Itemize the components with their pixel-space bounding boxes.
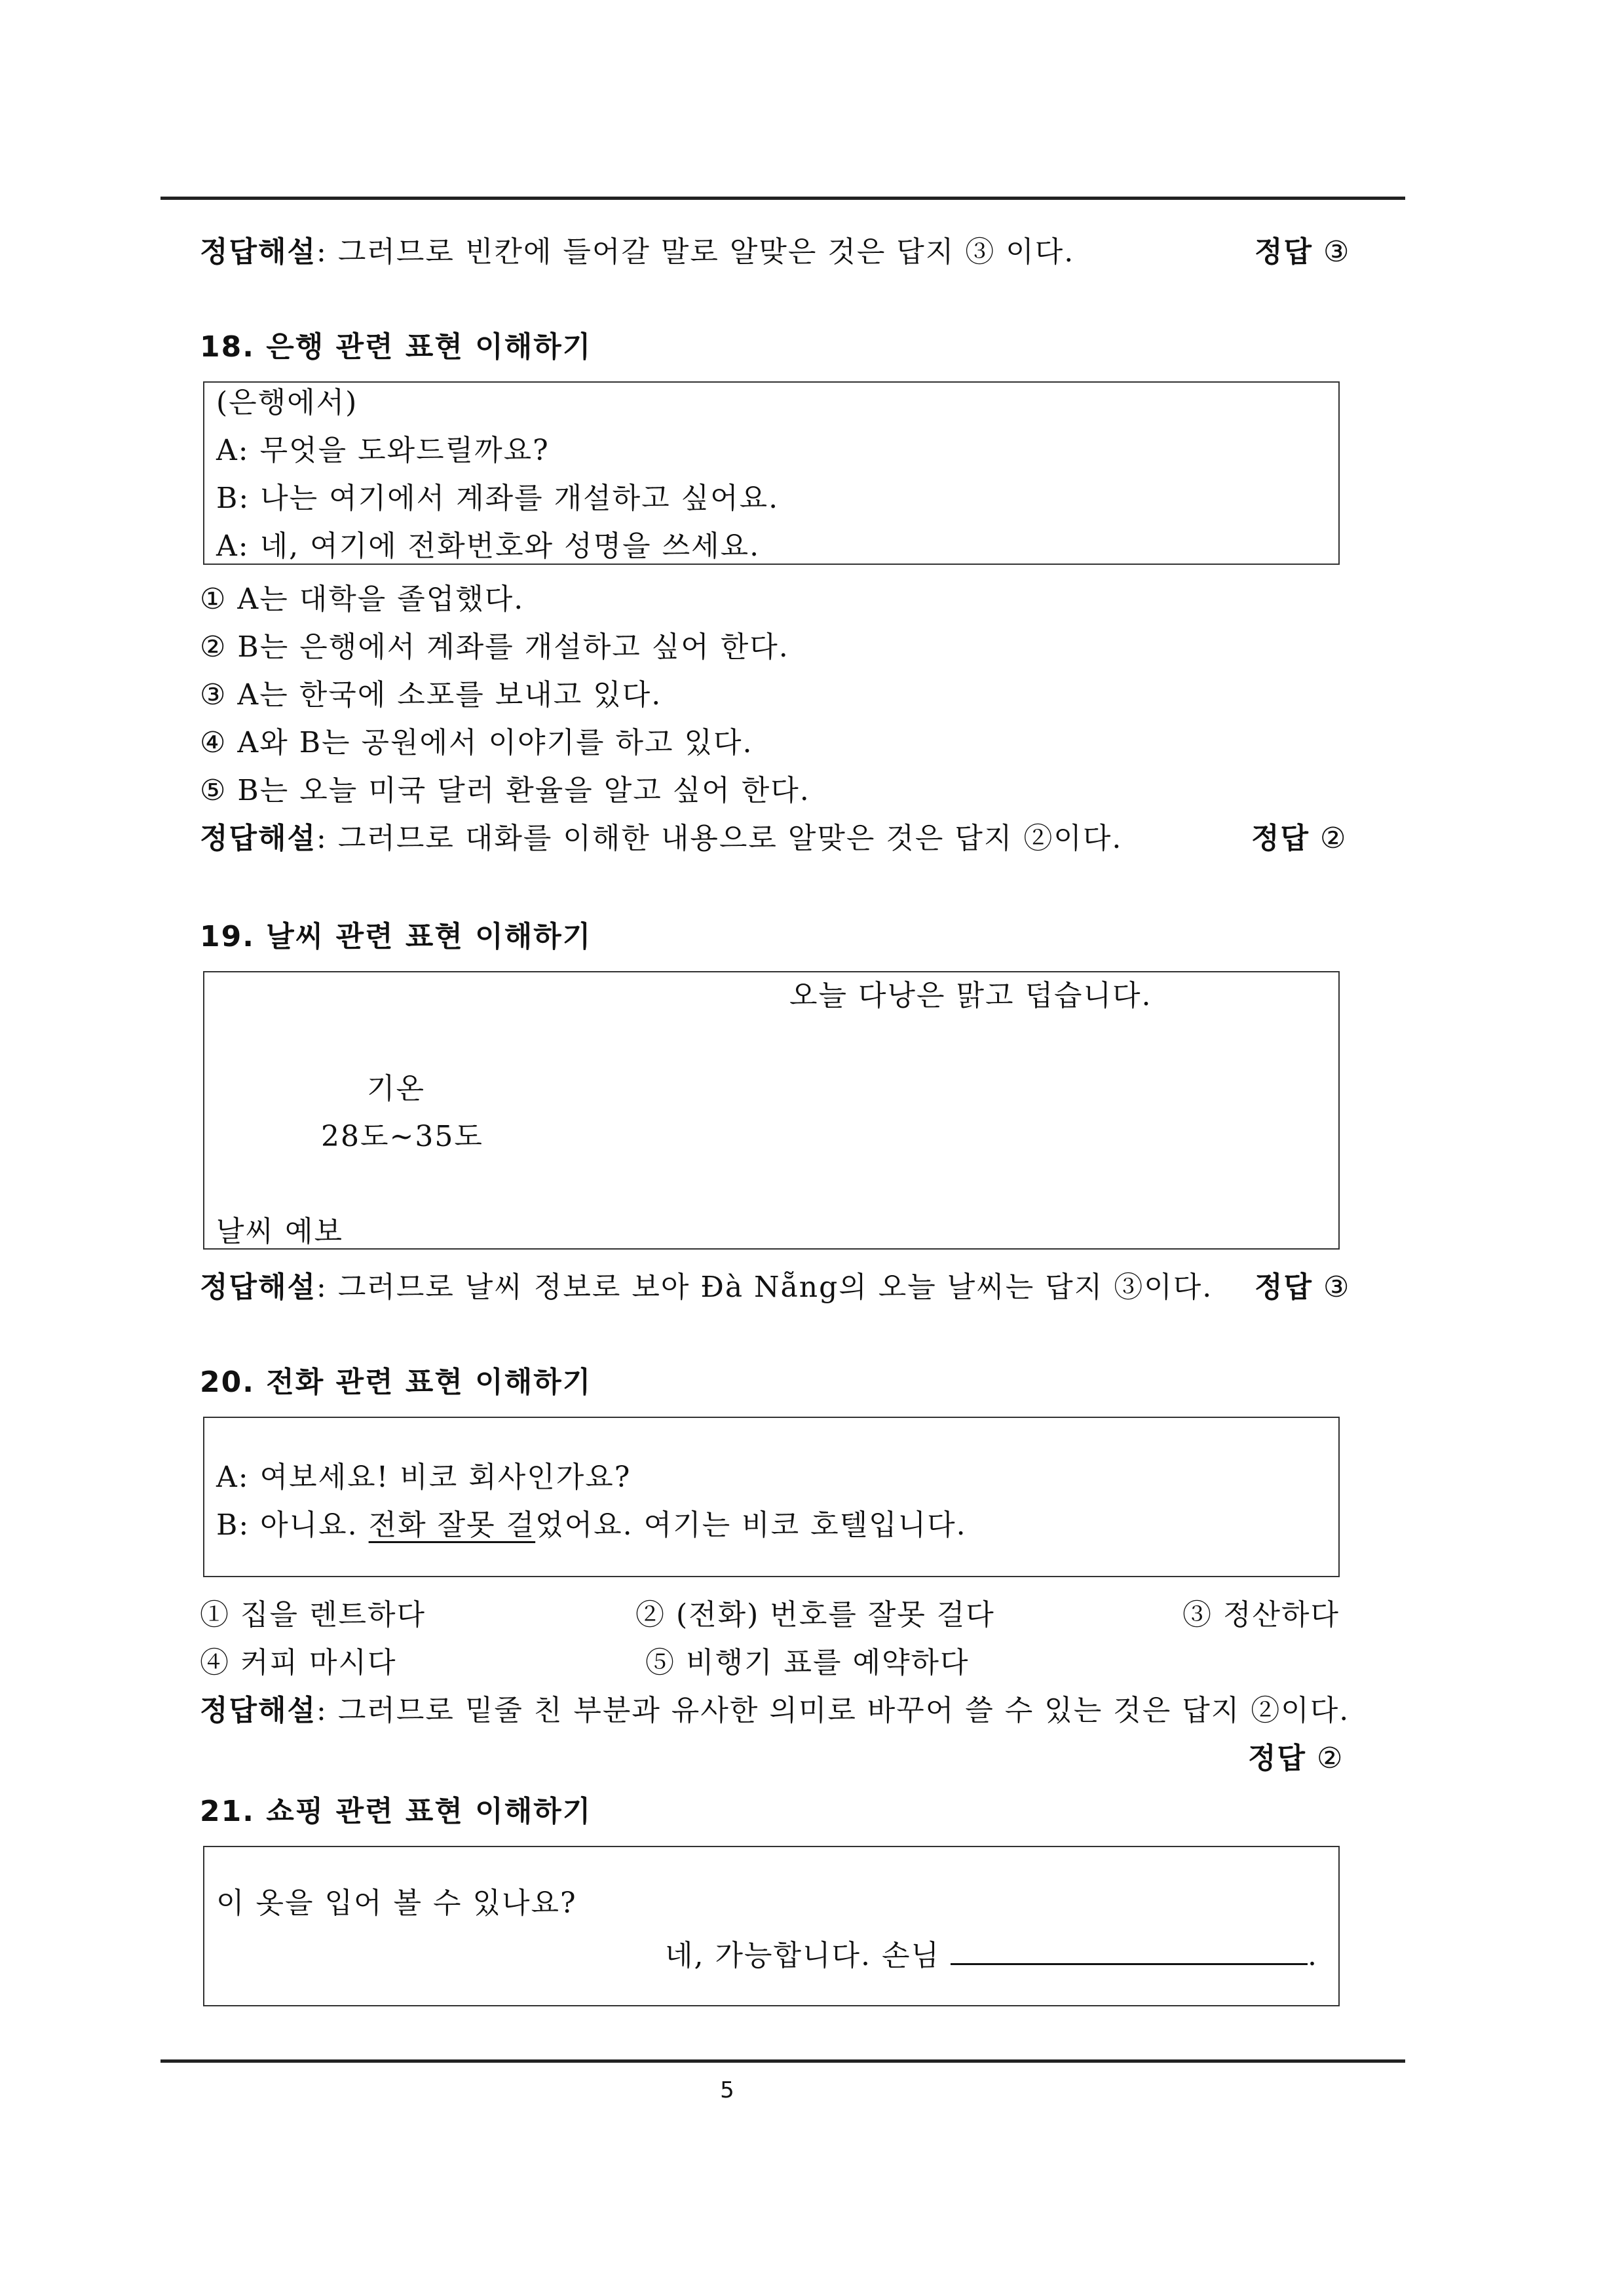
answer-label: 정답 <box>1251 822 1310 855</box>
answer-label: 정답 <box>1248 1742 1307 1775</box>
q18-option: ③ A는 한국에 소포를 보내고 있다. <box>200 678 662 712</box>
q18-dialogue-line: A: 무엇을 도와드릴까요? <box>216 434 550 467</box>
answer-label: 정답 <box>1255 1271 1313 1304</box>
q18-answer <box>1251 819 1347 858</box>
answer-label: 정답 <box>1255 235 1313 269</box>
q18-dialogue-line: A: 네, 여기에 전화번호와 성명을 쓰세요. <box>216 529 761 563</box>
q19-box-heading: 오늘 다낭은 맑고 덥습니다. <box>789 979 1152 1012</box>
q20-option: ⑤ 비행기 표를 예약하다 <box>645 1646 970 1679</box>
q19-title: 19. 날씨 관련 표현 이해하기 <box>200 920 592 953</box>
explanation-label: 정답해설 <box>200 822 317 855</box>
answer-value: ② <box>1320 822 1348 855</box>
header-explanation <box>200 233 1074 272</box>
explanation-text: : 그러므로 빈칸에 들어갈 말로 알맞은 것은 답지 ③ 이다. <box>316 235 1075 269</box>
answer-value: ③ <box>1323 1271 1351 1304</box>
q21-line-1: 이 옷을 입어 볼 수 있나요? <box>216 1886 577 1920</box>
q19-temp-range: 28도~35도 <box>321 1120 483 1153</box>
q21-dialogue-box <box>203 1846 1340 2006</box>
header-answer <box>1255 233 1350 272</box>
explanation-text: : 그러므로 대화를 이해한 내용으로 알맞은 것은 답지 ②이다. <box>316 822 1123 855</box>
q18-explanation <box>200 819 1122 858</box>
explanation-label: 정답해설 <box>200 1694 317 1727</box>
top-rule <box>161 197 1405 200</box>
q21-title: 21. 쇼핑 관련 표현 이해하기 <box>200 1795 592 1828</box>
q18-dialogue-line: (은행에서) <box>216 386 358 419</box>
q21-line-2-text: 네, 가능합니다. 손님 <box>665 1939 940 1972</box>
q18-dialogue-line: B: 나는 여기에서 계좌를 개설하고 싶어요. <box>216 482 780 515</box>
q20-option: ④ 커피 마시다 <box>200 1646 397 1679</box>
q20-line-a: A: 여보세요! 비코 회사인가요? <box>216 1461 632 1494</box>
explanation-text: : 그러므로 밑줄 친 부분과 유사한 의미로 바꾸어 쓸 수 있는 것은 답지 ②이다. <box>316 1694 1350 1727</box>
q19-weather-box <box>203 971 1340 1250</box>
q18-title: 18. 은행 관련 표현 이해하기 <box>200 330 592 364</box>
q20-option: ② (전화) 번호를 잘못 걸다 <box>635 1598 995 1632</box>
q20-answer <box>1248 1739 1344 1778</box>
q20-option: ① 집을 렌트하다 <box>200 1598 426 1632</box>
q19-answer <box>1255 1268 1350 1307</box>
q19-explanation <box>200 1268 1213 1307</box>
q21-line-2-end: . <box>1307 1939 1318 1972</box>
answer-value: ③ <box>1323 235 1351 269</box>
q19-temp-label: 기온 <box>367 1072 426 1105</box>
q19-forecast-label: 날씨 예보 <box>216 1215 344 1248</box>
q20-option: ③ 정산하다 <box>1182 1598 1340 1632</box>
page-number: 5 <box>720 2077 734 2103</box>
q20-line-b <box>216 1506 967 1545</box>
q18-option: ④ A와 B는 공원에서 이야기를 하고 있다. <box>200 726 753 759</box>
q18-option: ⑤ B는 오늘 미국 달러 환율을 알고 싶어 한다. <box>200 774 810 807</box>
explanation-text: : 그러므로 날씨 정보로 보아 Đà Nẵng의 오늘 날씨는 답지 ③이다. <box>316 1271 1213 1304</box>
explanation-label: 정답해설 <box>200 1271 317 1304</box>
q20-line-b-suffix: 었어요. 여기는 비코 호텔입니다. <box>535 1508 967 1542</box>
q21-answer-blank <box>951 1934 1308 1965</box>
explanation-label: 정답해설 <box>200 235 317 269</box>
bottom-rule <box>161 2059 1405 2063</box>
q18-option: ② B는 은행에서 계좌를 개설하고 싶어 한다. <box>200 630 789 664</box>
q20-title: 20. 전화 관련 표현 이해하기 <box>200 1366 592 1399</box>
q21-line-2 <box>665 1934 1318 1976</box>
q18-option: ① A는 대학을 졸업했다. <box>200 583 525 616</box>
q20-explanation <box>200 1691 1350 1731</box>
q20-underlined-phrase: 전화 잘못 걸 <box>368 1508 536 1542</box>
q20-line-b-prefix: B: 아니요. <box>216 1508 369 1542</box>
answer-value: ② <box>1317 1742 1344 1775</box>
